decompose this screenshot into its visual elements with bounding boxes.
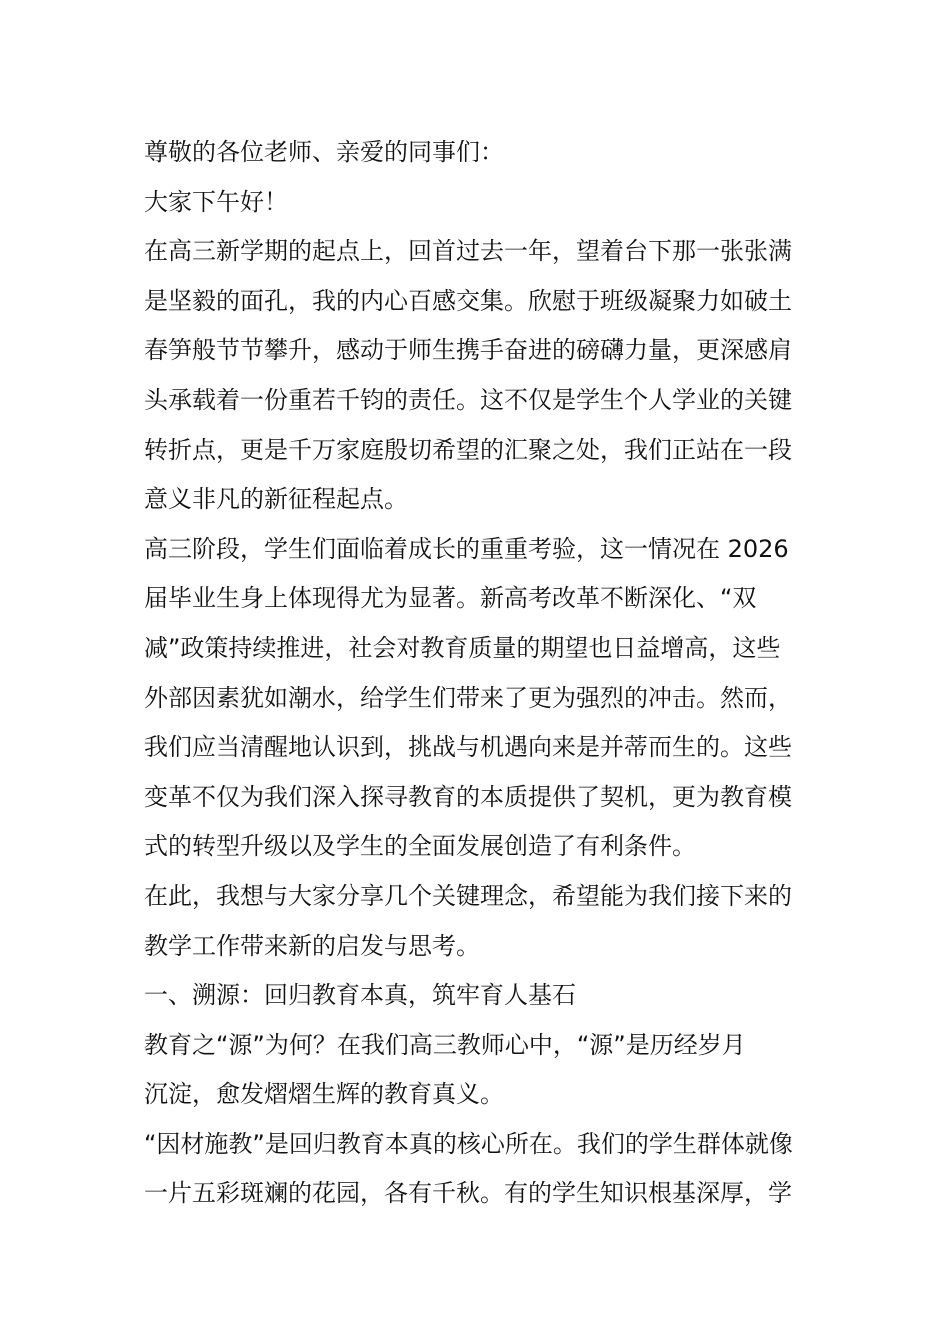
paragraph-source: 教育之“源”为何？在我们高三教师心中，“源”是历经岁月 沉淀，愈发熠熠生辉的教育真义。 [144,1030,746,1109]
salutation: 尊敬的各位老师、亲爱的同事们： [144,138,504,166]
paragraph-share-ideas: 在此，我想与大家分享几个关键理念，希望能为我们接下来的 教学工作带来新的启发与思考。 [144,881,792,960]
document-body [144,128,816,1219]
greeting: 大家下午好！ [144,187,288,216]
paragraph-intro: 在高三新学期的起点上，回首过去一年，望着台下那一张张满 是坚毅的面孔，我的内心百感交集。欣慰于班级凝聚力如破土 春笋般节节攀升，感动于师生携手奋进的磅礴力量，更深感肩 头承载着一份重若千钧的责任。这不仅是学生个人学业的关键 转折点，更是千万家庭殷切希望的汇聚之处，我们正站在一段 意义非凡的新征程起点。 [144,237,792,514]
section-heading-1: 一、溯源：回归教育本真，筑牢育人基石 [144,981,576,1010]
paragraph-teaching: “因材施教”是回归教育本真的核心所在。我们的学生群体就像 一片五彩斑斓的花园，各有千秋。有的学生知识根基深厚，学 [144,1129,793,1208]
paragraph-challenges: 高三阶段，学生们面临着成长的重重考验，这一情况在 2026 届毕业生身上体现得尤为显著。新高考改革不断深化、“双 减”政策持续推进，社会对教育质量的期望也日益增高，这些 外部因素犹如潮水，给学生们带来了更为强烈的冲击。然而， 我们应当清醒地认识到，挑战与机遇向来是并蒂而生的。这些 变革不仅为我们深入探寻教育的本质提供了契机，更为教育模 式的转型升级以及学生的全面发展创造了有利条件。 [144,534,792,861]
